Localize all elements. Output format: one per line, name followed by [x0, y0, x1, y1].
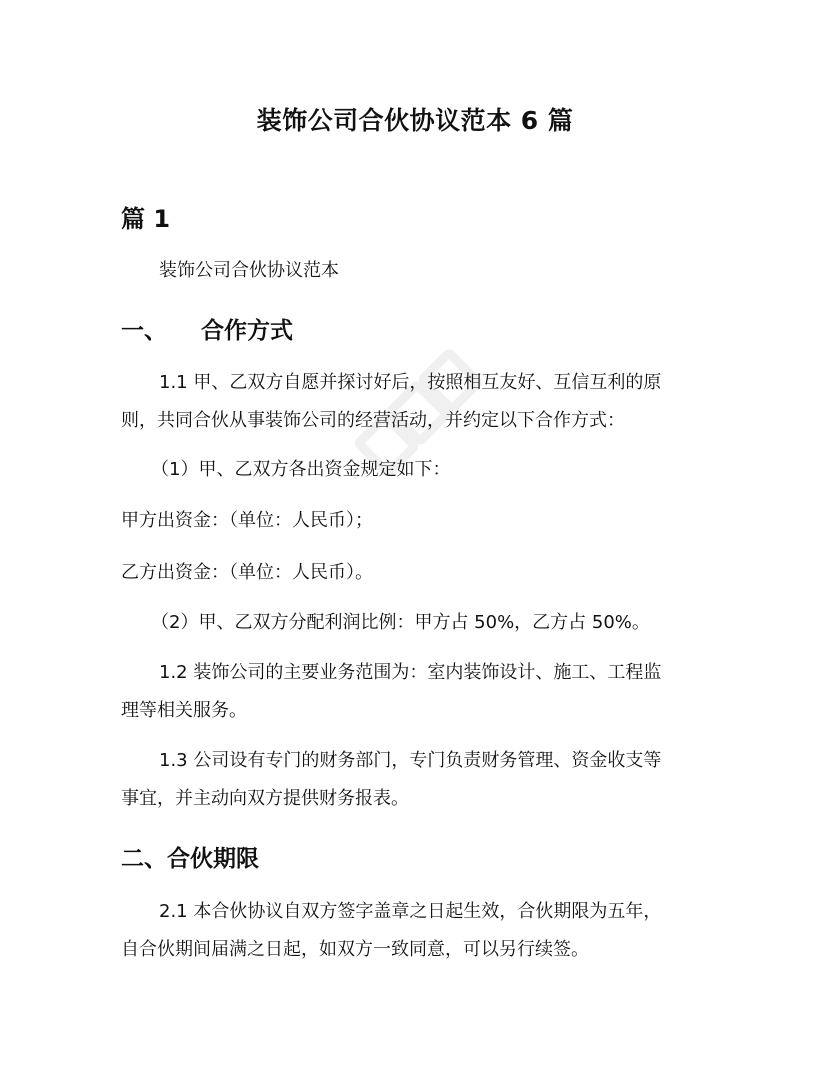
paragraph-1-3: [121, 742, 691, 818]
document-title: 装饰公司合伙协议范本 6 篇: [256, 106, 574, 135]
paragraph-1-3-line: 事宜，并主动向双方提供财务报表。: [121, 788, 409, 809]
jia-funding: 甲方出资金：（单位：人民币）；: [121, 510, 373, 531]
paragraph-1-3-line: 1.3 公司设有专门的财务部门，专门负责财务管理、资金收支等: [159, 750, 662, 771]
document-subtitle: 装饰公司合伙协议范本: [159, 260, 339, 281]
yi-funding: 乙方出资金：（单位：人民币）。: [121, 562, 373, 583]
section-1-heading-number: 一、: [121, 318, 167, 344]
paragraph-1-2-line: 1.2 装饰公司的主要业务范围为：室内装饰设计、施工、工程监: [159, 662, 662, 683]
paragraph-2-1-line: 自合伙期间届满之日起，如双方一致同意，可以另行续签。: [121, 939, 589, 960]
section-1-heading-text: 合作方式: [201, 318, 293, 344]
paragraph-1-1-line: 则，共同合伙从事装饰公司的经营活动，并约定以下合作方式：: [121, 410, 625, 431]
paragraph-1-2: [121, 654, 691, 730]
paragraph-2-1: [121, 893, 691, 969]
paragraph-1-1: [121, 364, 691, 440]
item-2-profit-split: （2）甲、乙双方分配利润比例：甲方占 50%，乙方占 50%。: [151, 612, 650, 633]
part-heading: 篇 1: [121, 205, 171, 233]
paragraph-1-2-line: 理等相关服务。: [121, 700, 247, 721]
paragraph-1-1-line: 1.1 甲、乙双方自愿并探讨好后，按照相互友好、互信互利的原: [159, 372, 662, 393]
paragraph-2-1-line: 2.1 本合伙协议自双方签字盖章之日起生效，合伙期限为五年，: [159, 901, 662, 922]
item-1-funding: （1）甲、乙双方各出资金规定如下：: [151, 459, 451, 480]
section-1-heading: [121, 312, 293, 345]
section-2-heading: 二、合伙期限: [121, 846, 259, 872]
